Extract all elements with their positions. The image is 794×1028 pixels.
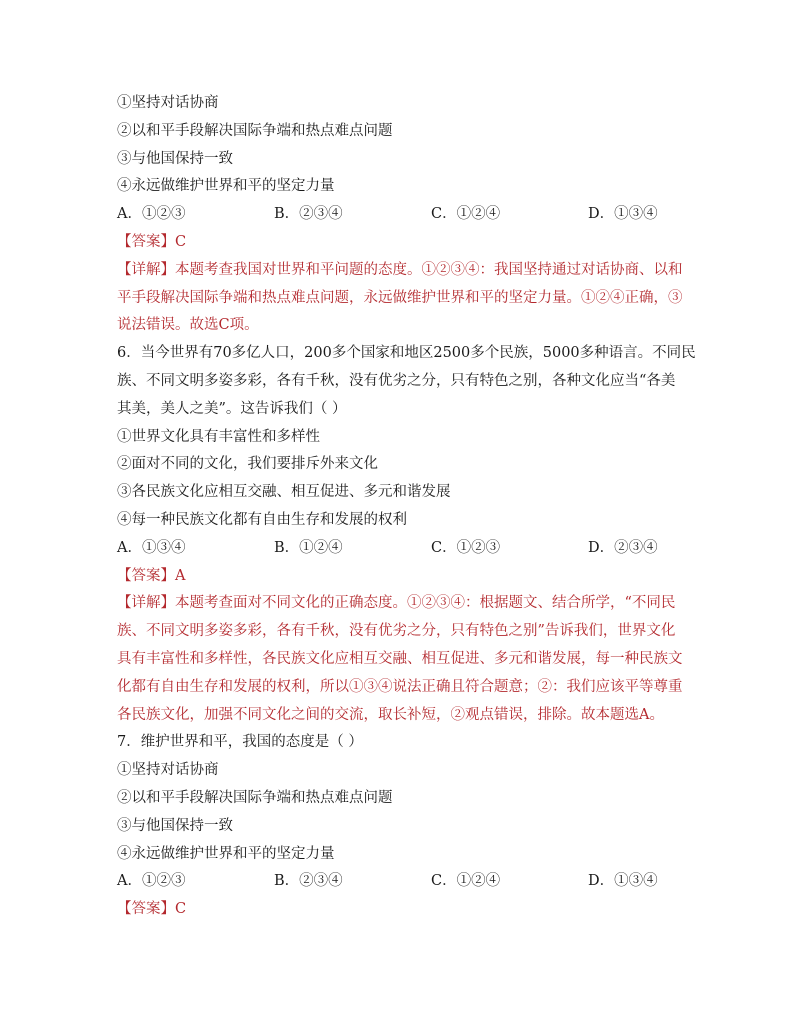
option-item: ③各民族文化应相互交融、相互促进、多元和谐发展 [117,484,451,501]
choice-c: C．①②④ [431,206,501,223]
answer-label: 【答案】C [117,233,187,250]
option-item: ①坚持对话协商 [117,95,219,111]
explanation-line: 说法错误。故选C项。 [117,317,259,334]
answer-choices [117,868,687,896]
explanation [117,257,687,340]
choice-b: B．②③④ [274,206,343,223]
answer-choices [117,535,687,563]
explanation-line: 平手段解决国际争端和热点难点问题，永远做维护世界和平的坚定力量。①②④正确，③ [117,289,683,306]
explanation [117,590,687,729]
explanation-line: 【详解】本题考查我国对世界和平问题的态度。①②③④：我国坚持通过对话协商、以和 [117,261,683,278]
answer-label: 【答案】C [117,901,187,918]
choice-a: A．①②③ [117,206,186,223]
choice-b: B．②③④ [274,873,343,890]
option-item: ④永远做维护世界和平的坚定力量 [117,178,335,195]
answer-label: 【答案】A [117,567,186,584]
choice-a: A．①③④ [117,539,186,556]
choice-d: D．①③④ [588,206,658,223]
explanation-line: 具有丰富性和多样性，各民族文化应相互交融、相互促进、多元和谐发展，每一种民族文 [117,650,683,667]
choice-c: C．①②④ [431,873,501,890]
option-item: ②面对不同的文化，我们要排斥外来文化 [117,456,378,473]
option-item: ②以和平手段解决国际争端和热点难点问题 [117,789,393,806]
question-stem: 6．当今世界有70多亿人口，200多个国家和地区2500多个民族，5000多种语言。不同民 [117,345,696,362]
choice-b: B．①②④ [274,539,343,556]
option-item: ①坚持对话协商 [117,762,219,779]
option-item: ③与他国保持一致 [117,817,233,834]
explanation-line: 【详解】本题考查面对不同文化的正确态度。①②③④：根据题文、结合所学，“不同民 [117,595,676,612]
option-item: ④每一种民族文化都有自由生存和发展的权利 [117,511,407,528]
option-item: ②以和平手段解决国际争端和热点难点问题 [117,122,393,139]
explanation-line: 族、不同文明多姿多彩，各有千秋，没有优劣之分，只有特色之别”告诉我们，世界文化 [117,623,676,640]
choice-a: A．①②③ [117,873,186,890]
option-item: ①世界文化具有丰富性和多样性 [117,428,320,445]
question-stem: 其美，美人之美”。这告诉我们（ ） [117,400,347,417]
document-content [117,90,696,924]
answer-choices [117,201,687,229]
option-item: ③与他国保持一致 [117,150,233,167]
option-item: ④永远做维护世界和平的坚定力量 [117,845,335,862]
choice-d: D．①③④ [588,873,658,890]
choice-d: D．②③④ [588,539,658,556]
question-stem: 族、不同文明多姿多彩，各有千秋，没有优劣之分，只有特色之别，各种文化应当“各美 [117,372,676,389]
question-stem: 7．维护世界和平，我国的态度是（ ） [117,734,363,751]
explanation-line: 化都有自由生存和发展的权利，所以①③④说法正确且符合题意；②：我们应该平等尊重 [117,678,683,695]
explanation-line: 各民族文化，加强不同文化之间的交流，取长补短，②观点错误，排除。故本题选A。 [117,706,664,723]
choice-c: C．①②③ [431,539,501,556]
